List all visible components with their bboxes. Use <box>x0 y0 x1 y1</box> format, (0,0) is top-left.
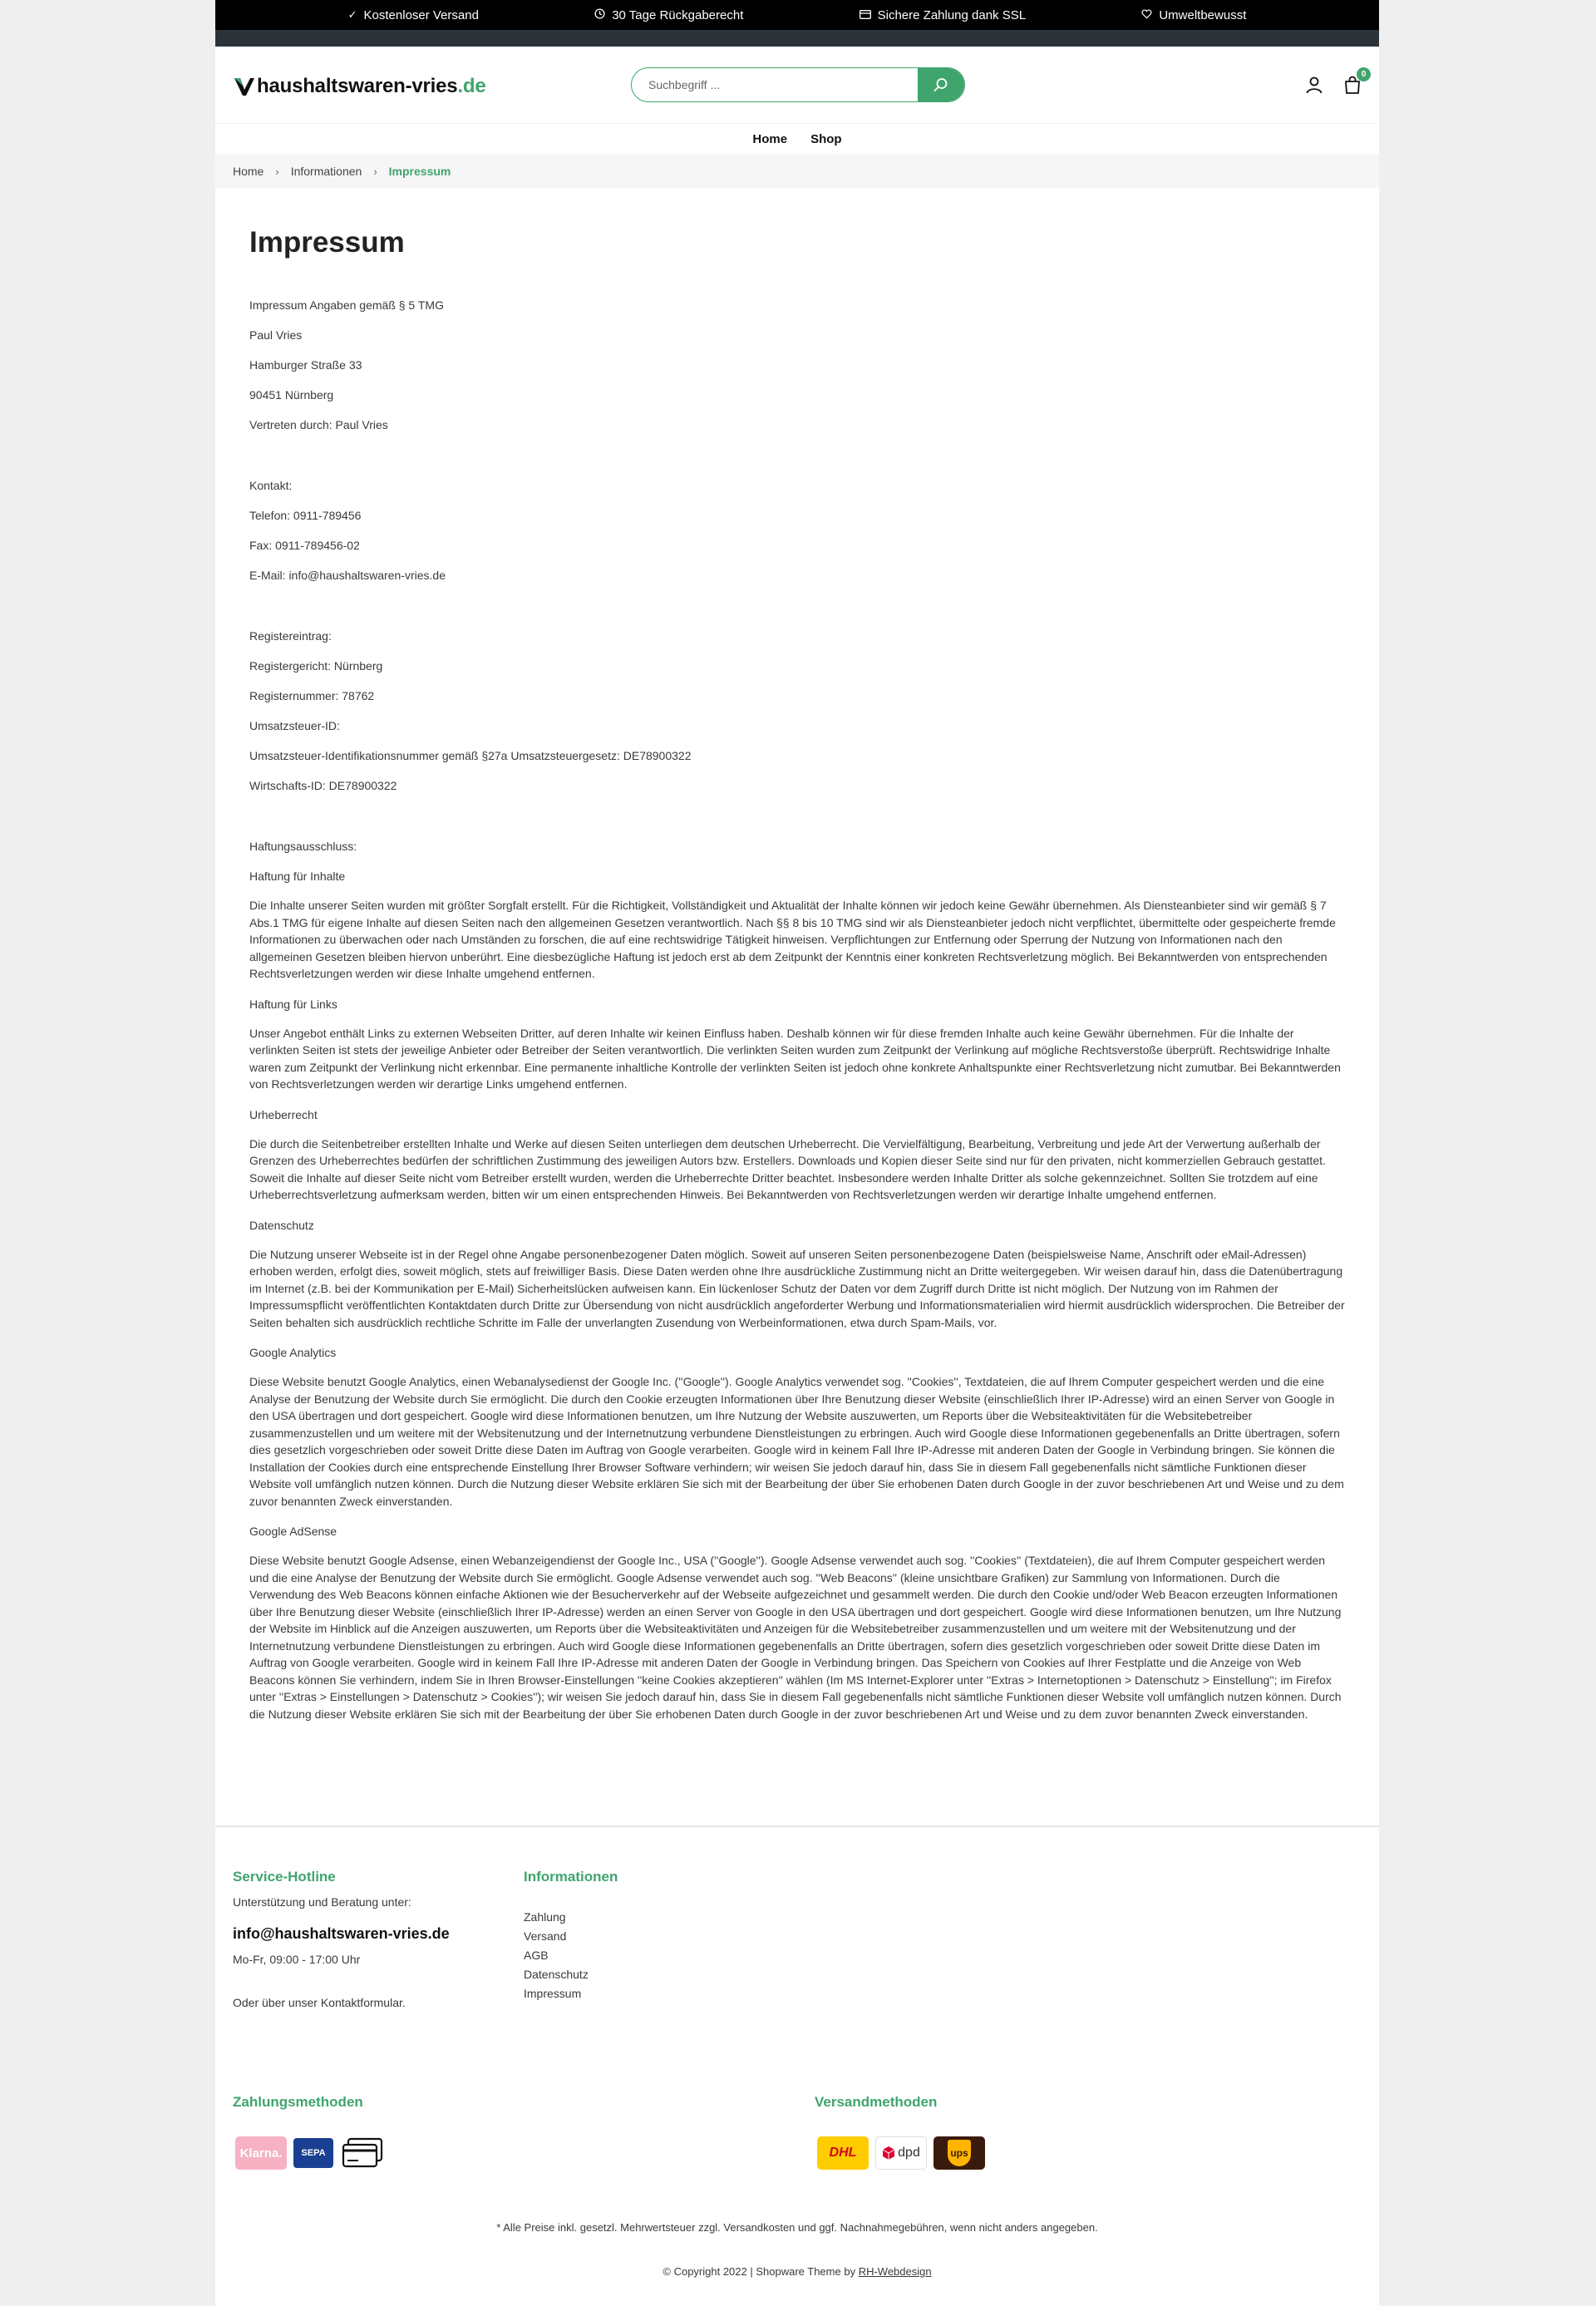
usp-bar <box>215 0 1379 30</box>
footer-divider <box>215 1826 1379 1827</box>
section-text: Unser Angebot enthält Links zu externen Webseiten Dritter, auf deren Inhalte wir keinen Einfluss haben. Deshalb können wir für diese fremden Inhalte auch keine Gewähr übernehmen. Für die Inhalte der verlinkten Seiten ist stets der jeweilige Anbieter oder Betreiber der Seiten verantwortlich. Die verlinkten Seiten wurden zum Zeitpunkt der Verlinkung auf mögliche Rechtsverstoße überprüft. Rechtswidrige Inhalte waren zum Zeitpunkt der Verlinkung nicht erkennbar. Eine permanente inhaltliche Kontrolle der verlinkten Seiten ist jedoch ohne konkrete Anhaltspunkte einer Rechtsverletzung nicht zumutbar. Bei Bekanntwerden von Rechtsverletzungen werden wir derartige Links umgehend entfernen. <box>249 1026 1341 1091</box>
shipping-methods-title: Versandmethoden <box>815 2094 938 2110</box>
payment-methods <box>235 2136 385 2170</box>
section-text: Die Inhalte unserer Seiten wurden mit größter Sorgfalt erstellt. Für die Richtigkeit, Vollständigkeit und Aktualität der Inhalte können wir jedoch keine Gewähr übernehmen. Als Diensteanbieter sind wir gemäß § 7 Abs.1 TMG für eigene Inhalte auf diesen Seiten nach den allgemeinen Gesetzen verantwortlich. Nach §§ 8 bis 10 TMG sind wir als Diensteanbieter jedoch nicht verpflichtet, übermittelte oder gespeicherte fremde Informationen zu überwachen oder nach Umständen zu forschen, die auf eine rechtswidrige Tätigkeit hinweisen. Verpflichtungen zur Entfernung oder Sperrung der Nutzung von Informationen nach den allgemeinen Gesetzen bleiben hiervon unberührt. Eine diesbezügliche Haftung ist jedoch erst ab dem Zeitpunkt der Kenntnis einer konkreten Rechtsverletzung möglich. Bei Bekanntwerden von entsprechenden Rechtsverletzungen werden wir diese Inhalte umgehend entfernen. <box>249 899 1336 980</box>
footer-link-datenschutz[interactable]: Datenschutz <box>524 1968 589 1981</box>
check-icon: ✓ <box>347 8 357 21</box>
copyright: © Copyright 2022 | Shopware Theme by RH-Webdesign <box>663 2265 932 2278</box>
chevron-right-icon: › <box>373 165 377 178</box>
cms-content <box>215 226 1379 1722</box>
cart-button[interactable] <box>1342 70 1367 95</box>
logo-mark-icon <box>234 76 255 97</box>
footer-link-zahlung[interactable]: Zahlung <box>524 1910 566 1924</box>
page <box>215 0 1379 2306</box>
nav-item-shop[interactable]: Shop <box>810 132 842 146</box>
chevron-right-icon: › <box>275 165 279 178</box>
usp-item: 30 Tage Rückgaberecht <box>594 8 743 22</box>
disclaimer-title: Haftungsausschluss: <box>249 840 357 853</box>
cart-count-badge: 0 <box>1357 67 1371 81</box>
main-navigation <box>215 123 1379 155</box>
address-line: Paul Vries <box>249 328 303 342</box>
header-actions <box>1304 70 1367 95</box>
section-text: Diese Website benutzt Google Analytics, einen Webanalysedienst der Google Inc. (''Google''). Google Analytics verwendet sog. ''Cookies'', Textdateien, die auf Ihrem Computer gespeichert werden und die eine Analyse der Benutzung der Website durch Sie ermöglicht. Die durch den Cookie erzeugten Informationen über Ihre Benutzung dieser Website (einschließlich Ihrer IP-Adresse) wird an einen Server von Google in den USA übertragen und dort gespeichert. Google wird diese Informationen benutzen, um Ihre Nutzung der Website auszuwerten, um Reports über die Websiteaktivitäten für die Websitebetreiber zusammenzustellen und um weitere mit der Websitenutzung und der Internetnutzung verbundene Dienstleistungen zu erbringen. Auch wird Google diese Informationen gegebenenfalls an Dritte übertragen, sofern dies gesetzlich vorgeschrieben oder soweit Dritte diese Daten im Auftrag von Google verarbeiten. Google wird in keinem Fall Ihre IP-Adresse mit anderen Daten der Google in Verbindung bringen. Sie können die Installation der Cookies durch eine entsprechende Einstellung Ihrer Browser Software verhindern; wir weisen Sie jedoch darauf hin, dass Sie in diesem Fall gegebenenfalls nicht sämtliche Funktionen dieser Website voll umfänglich nutzen können. Durch die Nutzung dieser Website erklären Sie sich mit der Bearbeitung der über Sie erhobenen Daten durch Google in der zuvor beschriebenen Art und Weise und zu dem zuvor benannten Zweck einverstanden. <box>249 1375 1344 1508</box>
dpd-logo: dpd <box>875 2136 927 2170</box>
section-title: Google AdSense <box>249 1525 337 1538</box>
search-icon <box>933 77 948 92</box>
contact-line: E-Mail: info@haushaltswaren-vries.de <box>249 569 446 582</box>
shop-logo[interactable]: haushaltswaren-vries .de <box>234 75 486 98</box>
footer-hotline-mail[interactable]: info@haushaltswaren-vries.de <box>233 1925 450 1942</box>
section-text: Die durch die Seitenbetreiber erstellten Inhalte und Werke auf diesen Seiten unterliegen dem deutschen Urheberrecht. Die Vervielfältigung, Bearbeitung, Verbreitung und jede Art der Verwertung außerhalb der Grenzen des Urheberrechtes bedürfen der schriftlichen Zustimmung des jeweiligen Autors bzw. Erstellers. Downloads und Kopien dieser Seite sind nur für den privaten, nicht kommerziellen Gebrauch gestattet. Soweit die Inhalte auf dieser Seite nicht vom Betreiber erstellt wurden, werden die Urheberrechte Dritter beachtet. Insbesondere werden Inhalte Dritter als solche gekennzeichnet. Sollten Sie trotzdem auf eine Urheberrechtsverletzung aufmerksam werden, bitten wir um einen entsprechenden Hinweis. Bei Bekanntwerden von Rechtsverletzungen werden wir derartige Inhalte umgehend entfernen. <box>249 1136 1326 1201</box>
section-title: Urheberrecht <box>249 1107 318 1121</box>
contact-line: Kontakt: <box>249 479 293 492</box>
breadcrumb-informationen[interactable]: Informationen <box>290 165 362 178</box>
usp-item: ✓ Kostenloser Versand <box>347 7 479 22</box>
register-line: Wirtschafts-ID: DE78900322 <box>249 779 397 792</box>
register-line: Umsatzsteuer-ID: <box>249 719 340 732</box>
footer-informationen <box>524 1869 773 2006</box>
tax-note: * Alle Preise inkl. gesetzl. Mehrwertsteuer zzgl. Versandkosten und ggf. Nachnahmegebühren, wenn nicht anders angegeben. <box>496 2221 1098 2234</box>
contact-block <box>249 479 1345 583</box>
dhl-logo: DHL <box>817 2136 869 2170</box>
footer-hotline-hours: Mo-Fr, 09:00 - 17:00 Uhr <box>233 1953 361 1966</box>
clock-icon <box>594 8 605 22</box>
register-line: Umsatzsteuer-Identifikationsnummer gemäß §27a Umsatzsteuergesetz: DE78900322 <box>249 749 692 762</box>
header <box>215 47 1379 123</box>
footer-link-impressum[interactable]: Impressum <box>524 1987 582 2000</box>
search-box <box>631 67 965 102</box>
breadcrumb-home[interactable]: Home <box>233 165 264 178</box>
section-title: Haftung für Inhalte <box>249 870 346 883</box>
breadcrumb <box>215 155 1379 188</box>
usp-item: Sichere Zahlung dank SSL <box>860 8 1026 22</box>
sepa-logo: SEPA <box>293 2138 333 2168</box>
credit-card-icon <box>340 2136 385 2170</box>
nav-item-home[interactable]: Home <box>752 132 788 146</box>
payment-methods-title: Zahlungsmethoden <box>233 2094 363 2110</box>
section-text: Diese Website benutzt Google Adsense, einen Webanzeigendienst der Google Inc., USA (''Google''). Google Adsense verwendet auch sog. ''Cookies'' (Textdateien), die auf Ihrem Computer gespeichert werden und die eine Analyse der Benutzung der Website durch Sie ermöglicht. Google Adsense verwendet auch sog. ''Web Beacons'' (kleine unsichtbare Grafiken) zur Sammlung von Informationen. Durch die Verwendung des Web Beacons können einfache Aktionen wie der Besucherverkehr auf der Webseite aufgezeichnet und gesammelt werden. Die durch den Cookie und/oder Web Beacon erzeugten Informationen über Ihre Benutzung dieser Website (einschließlich Ihrer IP-Adresse) werden an einen Server von Google in den USA übertragen und dort gespeichert. Google wird diese Informationen benutzen, um Ihre Nutzung der Website im Hinblick auf die Anzeigen auszuwerten, um Reports über die Websiteaktivitäten und Anzeigen für die Websitebetreiber zusammenzustellen und um weitere mit der Websitenutzung und der Internetnutzung verbundene Dienstleistungen zu erbringen. Auch wird Google diese Informationen gegebenenfalls an Dritte übertragen, sofern dies gesetzlich vorgeschrieben oder soweit Dritte diese Daten im Auftrag von Google verarbeiten. Google wird in keinem Fall Ihre IP-Adresse mit anderen Daten der Google in Verbindung bringen. Das Speichern von Cookies auf Ihrer Festplatte und die Anzeige von Web Beacons können Sie verhindern, indem Sie in Ihren Browser-Einstellungen ''keine Cookies akzeptieren'' wählen (Im MS Internet-Explorer unter ''Extras > Internetoptionen > Datenschutz > Einstellung''; im Firefox unter ''Extras > Einstellungen > Datenschutz > Cookies''); wir weisen Sie jedoch darauf hin, dass Sie in diesem Fall gegebenenfalls nicht sämtliche Funktionen dieser Website voll umfänglich nutzen können. Durch die Nutzung dieser Website erklären Sie sich mit der Bearbeitung der über Sie erhobenen Daten durch Google in der zuvor beschriebenen Art und Weise und zu dem zuvor benannten Zweck einverstanden. <box>249 1554 1342 1721</box>
footer-hotline-sub: Unterstützung und Beratung unter: <box>233 1895 411 1909</box>
footer-link-agb[interactable]: AGB <box>524 1949 549 1962</box>
address-line: Hamburger Straße 33 <box>249 358 362 372</box>
address-line: 90451 Nürnberg <box>249 388 334 402</box>
section-title: Haftung für Links <box>249 997 337 1011</box>
footer-info-title: Informationen <box>524 1869 618 1885</box>
heart-icon <box>1141 9 1152 22</box>
usp-item: Umweltbewusst <box>1141 8 1246 22</box>
footer-hotline-title: Service-Hotline <box>233 1869 336 1885</box>
klarna-logo: Klarna. <box>235 2136 287 2170</box>
footer-hotline <box>233 1869 499 2009</box>
breadcrumb-current: Impressum <box>388 165 451 178</box>
footer-contact-form-link[interactable]: Oder über unser Kontaktformular. <box>233 1996 406 2009</box>
account-button[interactable] <box>1304 75 1324 95</box>
section-title: Datenschutz <box>249 1218 314 1232</box>
shipping-methods <box>817 2136 985 2170</box>
footer-link-versand[interactable]: Versand <box>524 1929 567 1943</box>
search-input[interactable] <box>632 68 918 101</box>
page-title: Impressum <box>249 226 405 259</box>
user-icon <box>1304 75 1324 95</box>
contact-line: Fax: 0911-789456-02 <box>249 539 360 552</box>
theme-author-link[interactable]: RH-Webdesign <box>858 2265 932 2278</box>
ups-logo: ups <box>933 2136 985 2170</box>
register-line: Registergericht: Nürnberg <box>249 659 383 673</box>
section-title: Google Analytics <box>249 1346 337 1359</box>
register-line: Registernummer: 78762 <box>249 689 375 702</box>
header-strip <box>215 30 1379 47</box>
contact-line: Telefon: 0911-789456 <box>249 509 362 522</box>
address-line: Vertreten durch: Paul Vries <box>249 418 388 431</box>
register-block <box>249 629 1345 793</box>
section-text: Die Nutzung unserer Webseite ist in der Regel ohne Angabe personenbezogener Daten möglich. Soweit auf unseren Seiten personenbezogene Daten (beispielsweise Name, Anschrift oder eMail-Adressen) erhoben werden, erfolgt dies, soweit möglich, stets auf freiwilliger Basis. Diese Daten werden ohne Ihre ausdrückliche Zustimmung nicht an Dritte weitergegeben. Wir weisen darauf hin, dass die Datenübertragung im Internet (z.B. bei der Kommunikation per E-Mail) Sicherheitslücken aufweisen kann. Ein lückenloser Schutz der Daten vor dem Zugriff durch Dritte ist nicht möglich. Der Nutzung von im Rahmen der Impressumspflicht veröffentlichten Kontaktdaten durch Dritte zur Übersendung von nicht ausdrücklich angeforderter Werbung und Informationsmaterialien wird hiermit ausdrücklich widersprochen. Die Betreiber der Seiten behalten sich ausdrücklich rechtliche Schritte im Falle der unverlangten Zusendung von Werbeinformationen, etwa durch Spam-Mails, vor. <box>249 1247 1345 1329</box>
card-icon <box>860 9 871 22</box>
register-line: Registereintrag: <box>249 629 332 643</box>
address-block <box>249 298 1345 432</box>
address-line: Impressum Angaben gemäß § 5 TMG <box>249 298 444 312</box>
search-button[interactable] <box>918 68 964 101</box>
